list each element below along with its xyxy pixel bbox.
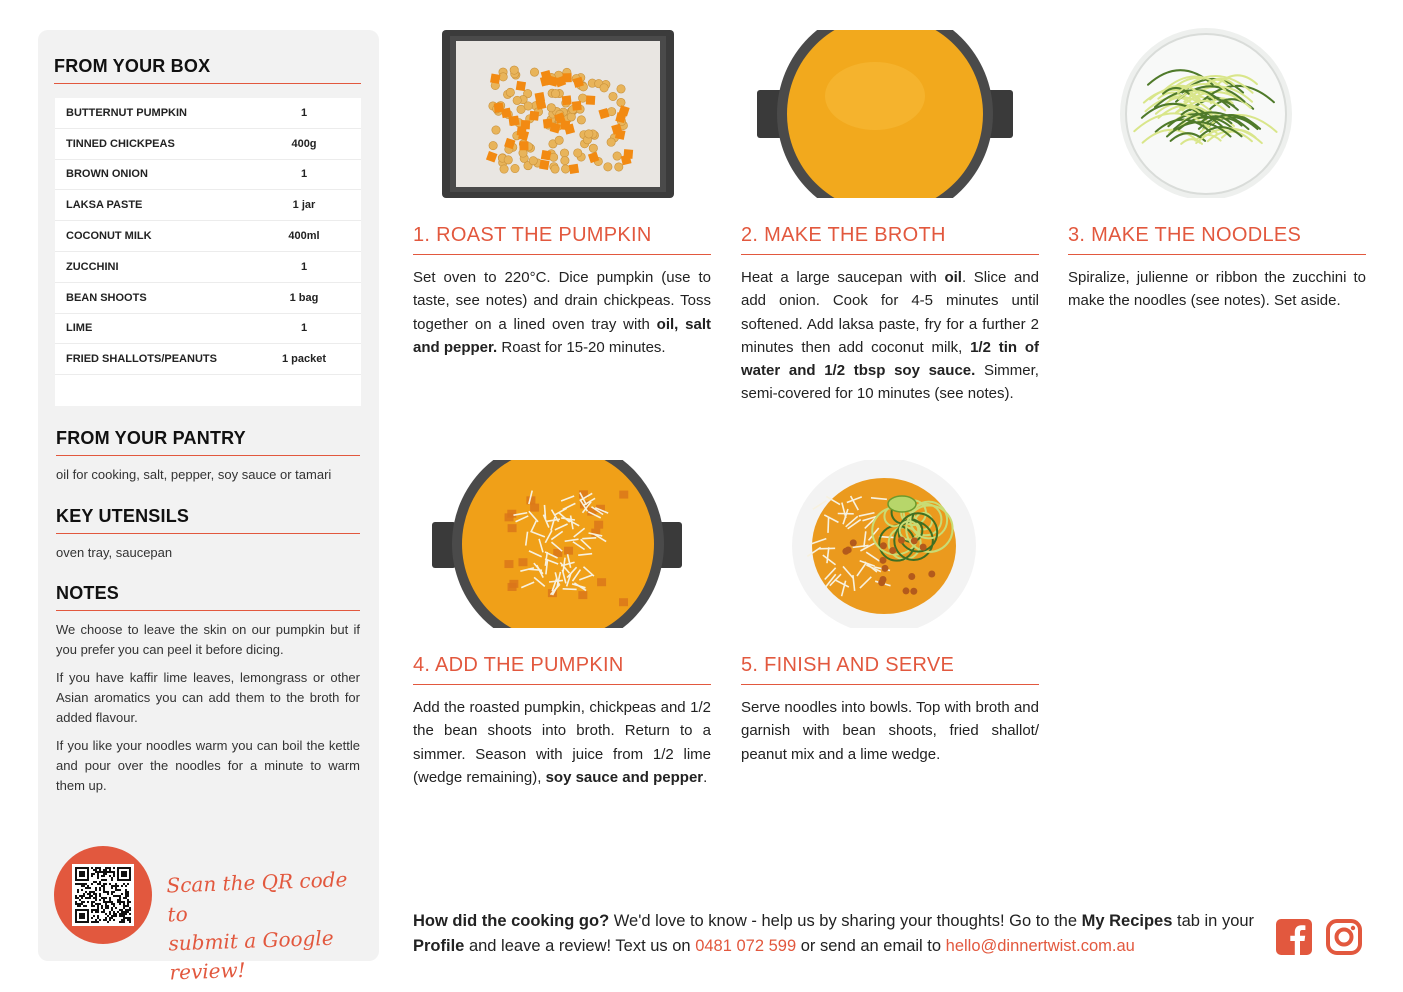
pumpkin-broth-photo [432,460,682,628]
ingredient-name: BROWN ONION [66,168,148,181]
ingredient-qty: 1 [300,168,308,181]
feedback-footer [413,909,1263,959]
qr-cta-line: Scan the QR code to [166,867,348,927]
roasting-tray-photo [442,30,674,198]
step-text: Roast for 15-20 minutes. [497,338,666,356]
from-your-box-title: FROM YOUR BOX [54,56,361,84]
ingredient-row [55,252,361,283]
ingredient-name: BUTTERNUT PUMPKIN [66,106,187,119]
utensils-title: KEY UTENSILS [56,506,360,534]
pantry-text: oil for cooking, salt, pepper, soy sauce or tamari [56,467,332,482]
qr-code[interactable] [75,867,131,923]
step-3-body [1068,266,1366,313]
ingredient-row [55,160,361,191]
sidebar-panel [38,30,379,985]
ingredient-row [55,190,361,221]
ingredient-qty: 1 [300,106,308,119]
instagram-icon[interactable] [1325,918,1363,956]
ingredient-name: ZUCCHINI [66,260,119,273]
profile-label: Profile [413,937,465,955]
my-recipes-label: My Recipes [1081,912,1173,930]
ingredient-qty: 1 bag [289,291,319,304]
step-4-body [413,696,711,789]
ingredient-qty: 1 [300,322,308,335]
footer-text: tab in your [1172,912,1255,930]
email-link[interactable]: hello@dinnertwist.com.au [945,937,1135,955]
step-text: Set oven to 220°C. Dice pumpkin (use to taste, see notes) and drain chickpeas. Toss together on a lined oven tray with [413,269,711,333]
note-paragraph: We choose to leave the skin on our pumpkin but if you prefer you can peel it before dicing. [56,622,360,657]
step-2-body [741,266,1039,406]
note-paragraph: If you have kaffir lime leaves, lemongrass or other Asian aromatics you can add them to the broth for added flavour. [56,670,360,725]
step-text-bold: 1/2 tin of water and 1/2 tbsp soy sauce. [741,338,1039,380]
step-text: Heat a large saucepan with [741,269,945,286]
qr-code-badge[interactable] [54,846,152,944]
footer-question: How did the cooking go? [413,912,610,930]
step-text: . [703,768,708,786]
ingredient-row [55,98,361,129]
notes-title: NOTES [56,583,360,611]
ingredient-row [55,283,361,314]
zucchini-noodles-photo [1118,28,1294,198]
utensils-text: oven tray, saucepan [56,545,173,560]
footer-text: We'd love to know - help us by sharing your thoughts! Go to the [609,912,1082,930]
pantry-title: FROM YOUR PANTRY [56,428,360,456]
pantry-section [56,428,360,485]
ingredients-table [55,98,361,406]
step-text: Spiralize, julienne or ribbon the zucchini to make the noodles (see notes). Set aside. [1068,269,1366,310]
facebook-icon[interactable] [1275,918,1313,956]
laksa-bowl-photo [790,460,978,628]
ingredient-row [55,221,361,252]
step-1-title: 1. ROAST THE PUMPKIN [413,224,711,255]
step-text-bold: oil [944,269,962,286]
step-text-bold: soy sauce and pepper [545,768,704,786]
footer-text: or send an email to [796,937,946,955]
notes-section [56,583,360,796]
broth-pot-photo [757,30,1013,198]
ingredient-name: COCONUT MILK [66,230,152,243]
phone-link[interactable]: 0481 072 599 [695,937,797,955]
qr-cta-line: submit a Google review! [168,925,334,985]
ingredient-name: FRIED SHALLOTS/PEANUTS [66,353,217,366]
ingredient-qty: 1 jar [292,199,316,212]
ingredient-qty: 400g [291,137,317,150]
step-text: Serve noodles into bowls. Top with broth and garnish with bean shoots, fried shallot/ peanut mix and a lime wedge. [741,699,1039,763]
footer-text: and leave a review! Text us on [464,937,696,955]
step-5-title: 5. FINISH AND SERVE [741,654,1039,685]
ingredient-row [55,129,361,160]
step-text-bold: oil, salt and pepper. [413,315,711,356]
ingredient-qty: 1 [300,260,308,273]
step-text: Simmer, semi-covered for 10 minutes (see notes). [741,362,1039,403]
step-1-body [413,266,711,359]
step-3-title: 3. MAKE THE NOODLES [1068,224,1366,255]
ingredient-name: BEAN SHOOTS [66,291,147,304]
utensils-section [56,506,360,563]
step-text: . Slice and add onion. Cook for 4-5 minutes until softened. Add laksa paste, fry for a further 2 minutes then add coconut milk, [741,269,1039,356]
ingredient-name: LIME [66,322,93,335]
ingredient-row [55,344,361,375]
ingredient-name: TINNED CHICKPEAS [66,137,175,150]
step-4-title: 4. ADD THE PUMPKIN [413,654,711,685]
ingredient-qty: 1 packet [281,353,327,366]
step-2-title: 2. MAKE THE BROTH [741,224,1039,255]
ingredient-qty: 400ml [288,230,320,243]
ingredient-name: LAKSA PASTE [66,199,143,212]
qr-call-to-action [166,865,370,988]
step-5-body [741,696,1039,766]
step-text: Add the roasted pumpkin, chickpeas and 1/2 the bean shoots into broth. Return to a simmer. Season with juice from 1/2 lime (wedge remaining), [413,699,711,786]
ingredient-row [55,314,361,345]
note-paragraph: If you like your noodles warm you can boil the kettle and pour over the noodles for a minute to warm them up. [56,738,360,793]
